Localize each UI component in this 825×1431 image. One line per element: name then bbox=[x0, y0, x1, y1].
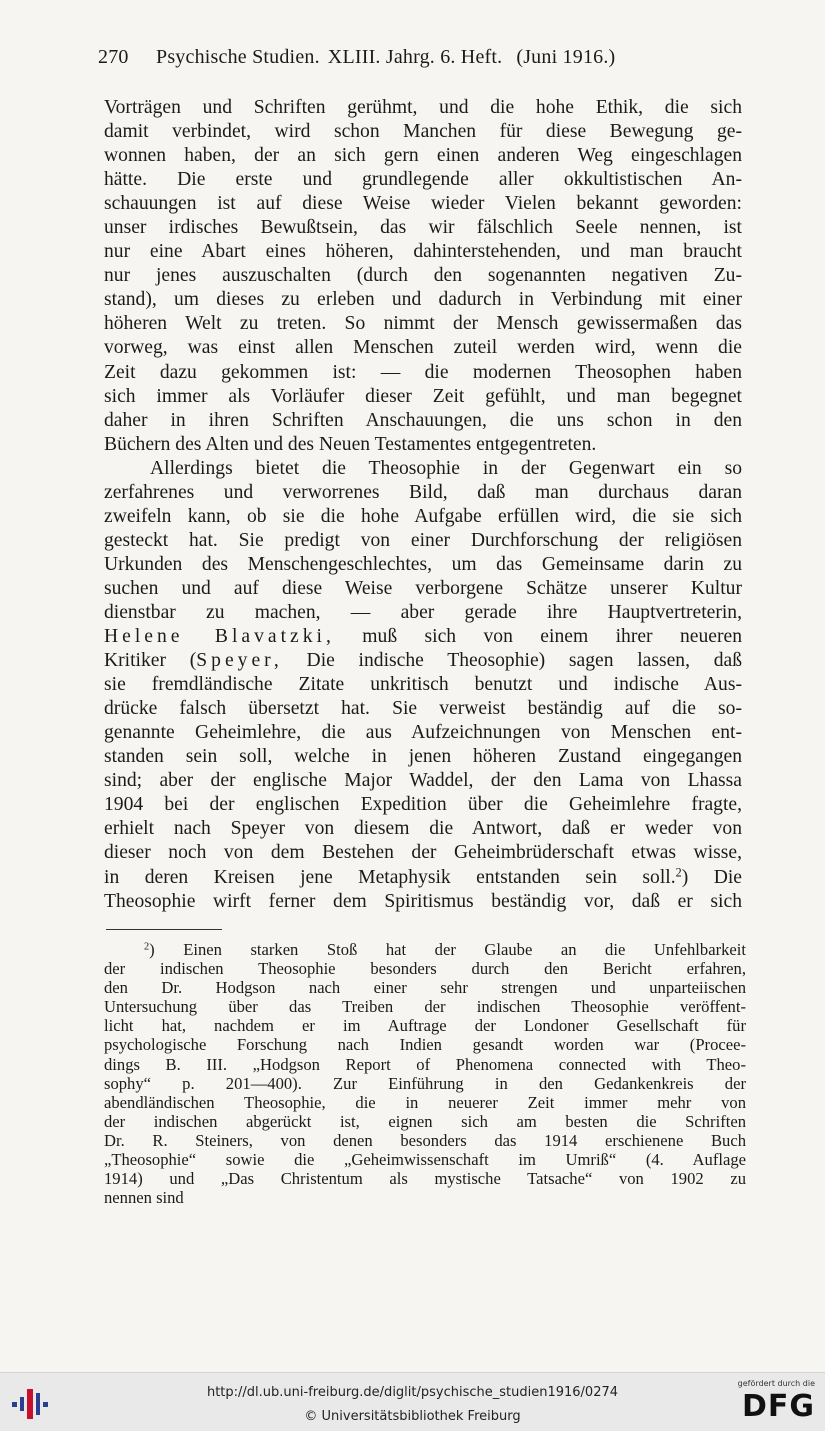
text-line: dieser noch von dem Bestehen der Geheimbrüderschaft etwas wisse, bbox=[104, 842, 742, 864]
text-line: gesteckt hat. Sie predigt von einer Durchforschung der religiösen bbox=[104, 529, 742, 551]
copyright-notice: © Universitätsbibliothek Freiburg bbox=[304, 1409, 521, 1424]
dfg-logo[interactable] bbox=[723, 1377, 815, 1427]
permalink-url[interactable]: http://dl.ub.uni-freiburg.de/diglit/psychische_studien1916/0274 bbox=[206, 1385, 619, 1400]
text-line: Untersuchung über das Treiben der indischen Theosophie veröffent- bbox=[104, 997, 746, 1017]
text-line: drücke falsch übersetzt hat. Sie verweist beständig auf die so- bbox=[104, 698, 742, 720]
text-line: licht hat, nachdem er im Auftrage der Londoner Gesellschaft für bbox=[104, 1016, 746, 1036]
running-head bbox=[98, 46, 718, 69]
text-line: dienstbar zu machen, — aber gerade ihre Hauptvertreterin, bbox=[104, 601, 742, 623]
paragraph-2 bbox=[104, 457, 742, 914]
footnote-marker: 2 bbox=[144, 941, 150, 953]
text-line: „Theosophie“ sowie die „Geheimwissenschaft im Umriß“ (4. Auflage bbox=[104, 1150, 746, 1170]
text-line: den Dr. Hodgson nach einer sehr strengen und unparteiischen bbox=[104, 978, 746, 998]
body-text bbox=[104, 96, 742, 914]
text-line: sich immer als Vorläufer dieser Zeit gefühlt, und man begegnet bbox=[104, 385, 742, 407]
text-line: unser irdisches Bewußtsein, das wir fälschlich Seele nennen, ist bbox=[104, 217, 742, 239]
text-line: nur eine Abart eines höheren, dahinterstehenden, und man braucht bbox=[104, 241, 742, 263]
text-line: wonnen haben, der an sich gern einen anderen Weg eingeschlagen bbox=[104, 145, 742, 167]
text-line bbox=[104, 625, 742, 649]
footnote-reference: 2 bbox=[675, 865, 682, 879]
dfg-funding-note: gefördert durch die bbox=[737, 1379, 815, 1388]
text-line: Büchern des Alten und des Neuen Testamentes entgegentreten. bbox=[104, 433, 597, 455]
text-line: der indischen abgerückt ist, eignen sich am besten die Schriften bbox=[104, 1111, 746, 1131]
text-line bbox=[104, 940, 746, 959]
text-line: nennen sind bbox=[104, 1188, 184, 1208]
text-line: der indischen Theosophie besonders durch den Bericht erfahren, bbox=[104, 959, 746, 979]
text-line: standen sein soll, welche in jenen höheren Zustand eingegangen bbox=[104, 746, 742, 768]
text-line: vorweg, was einst allen Menschen zuteil werden wird, wenn die bbox=[104, 337, 742, 359]
text-line: höheren Welt zu treten. So nimmt der Mensch gewissermaßen das bbox=[104, 313, 742, 335]
text-line: stand), um dieses zu erleben und dadurch in Verbindung mit einer bbox=[104, 289, 742, 311]
text-fragment: Die indische Theosophie) sagen lassen, daß bbox=[306, 650, 742, 672]
text-line: Zeit dazu gekommen ist: — die modernen Theosophen haben bbox=[104, 361, 742, 383]
text-line: daher in ihren Schriften Anschauungen, die uns schon in den bbox=[104, 409, 742, 431]
text-line: sie fremdländische Zitate unkritisch benutzt und indische Aus- bbox=[104, 674, 742, 696]
text-line: psychologische Forschung nach Indien gesandt worden war (Procee- bbox=[104, 1035, 746, 1055]
text-line: zerfahrenes und verworrenes Bild, daß man durchaus daran bbox=[104, 481, 742, 503]
text-line bbox=[104, 866, 742, 890]
issue-date: (Juni 1916.) bbox=[516, 46, 616, 68]
text-line: Allerdings bietet die Theosophie in der Gegenwart ein so bbox=[150, 457, 742, 479]
text-line: dings B. III. „Hodgson Report of Phenomena connected with Theo- bbox=[104, 1054, 746, 1074]
author-name-speyer: Speyer, bbox=[196, 650, 283, 672]
text-line: genannte Geheimlehre, die aus Aufzeichnungen von Menschen ent- bbox=[104, 722, 742, 744]
text-line bbox=[104, 649, 742, 673]
text-line: sind; aber der englische Major Waddel, der den Lama von Lhassa bbox=[104, 770, 742, 792]
text-line: Dr. R. Steiners, von denen besonders das 1914 erschienene Buch bbox=[104, 1130, 746, 1150]
text-line: 1914) und „Das Christentum als mystische Tatsache“ von 1902 zu bbox=[104, 1169, 746, 1189]
text-fragment: Kritiker ( bbox=[104, 650, 197, 672]
text-line: nur jenes auszuschalten (durch den sogenannten negativen Zu- bbox=[104, 265, 742, 287]
text-line: erhielt nach Speyer von diesem die Antwort, daß er weder von bbox=[104, 818, 742, 840]
page-number: 270 bbox=[98, 46, 129, 68]
dfg-wordmark: DFG bbox=[741, 1389, 815, 1424]
text-fragment: muß sich von einem ihrer neueren bbox=[362, 626, 742, 648]
text-fragment: in deren Kreisen jene Metaphysik entstanden sein soll. bbox=[104, 866, 676, 888]
text-line: zweifeln kann, ob sie die hohe Aufgabe erfüllen wird, die sie sich bbox=[104, 505, 742, 527]
text-fragment: ) Die bbox=[681, 866, 742, 888]
text-line: suchen und auf diese Weise verborgene Schätze unserer Kultur bbox=[104, 577, 742, 599]
footnote bbox=[104, 940, 746, 1207]
text-line: abendländischen Theosophie, die in neuerer Zeit immer mehr von bbox=[104, 1092, 746, 1112]
text-line: hätte. Die erste und grundlegende aller okkultistischen An- bbox=[104, 169, 742, 191]
volume-issue: XLIII. Jahrg. 6. Heft. bbox=[327, 46, 503, 68]
journal-title: Psychische Studien. bbox=[156, 46, 320, 68]
viewer-footer bbox=[0, 1372, 825, 1431]
text-line: Theosophie wirft ferner dem Spiritismus beständig vor, daß er sich bbox=[104, 890, 742, 912]
text-line: 1904 bei der englischen Expedition über die Geheimlehre fragte, bbox=[104, 794, 742, 816]
text-line: damit verbindet, wird schon Manchen für diese Bewegung ge- bbox=[104, 121, 742, 143]
text-line: schauungen ist auf diese Weise wieder Vielen bekannt geworden: bbox=[104, 193, 742, 215]
text-line: sophy“ p. 201—400). Zur Einführung in den Gedankenkreis der bbox=[104, 1073, 746, 1093]
footnote-separator bbox=[106, 929, 222, 930]
text-fragment: ) Einen starken Stoß hat der Glaube an die Unfehlbarkeit bbox=[149, 940, 746, 959]
author-name-blavatzki: Helene Blavatzki, bbox=[104, 626, 335, 648]
text-line: Vorträgen und Schriften gerühmt, und die hohe Ethik, die sich bbox=[104, 97, 742, 118]
text-line: Urkunden des Menschengeschlechtes, um das Gemeinsame darin zu bbox=[104, 553, 742, 575]
paragraph-1 bbox=[104, 96, 742, 457]
